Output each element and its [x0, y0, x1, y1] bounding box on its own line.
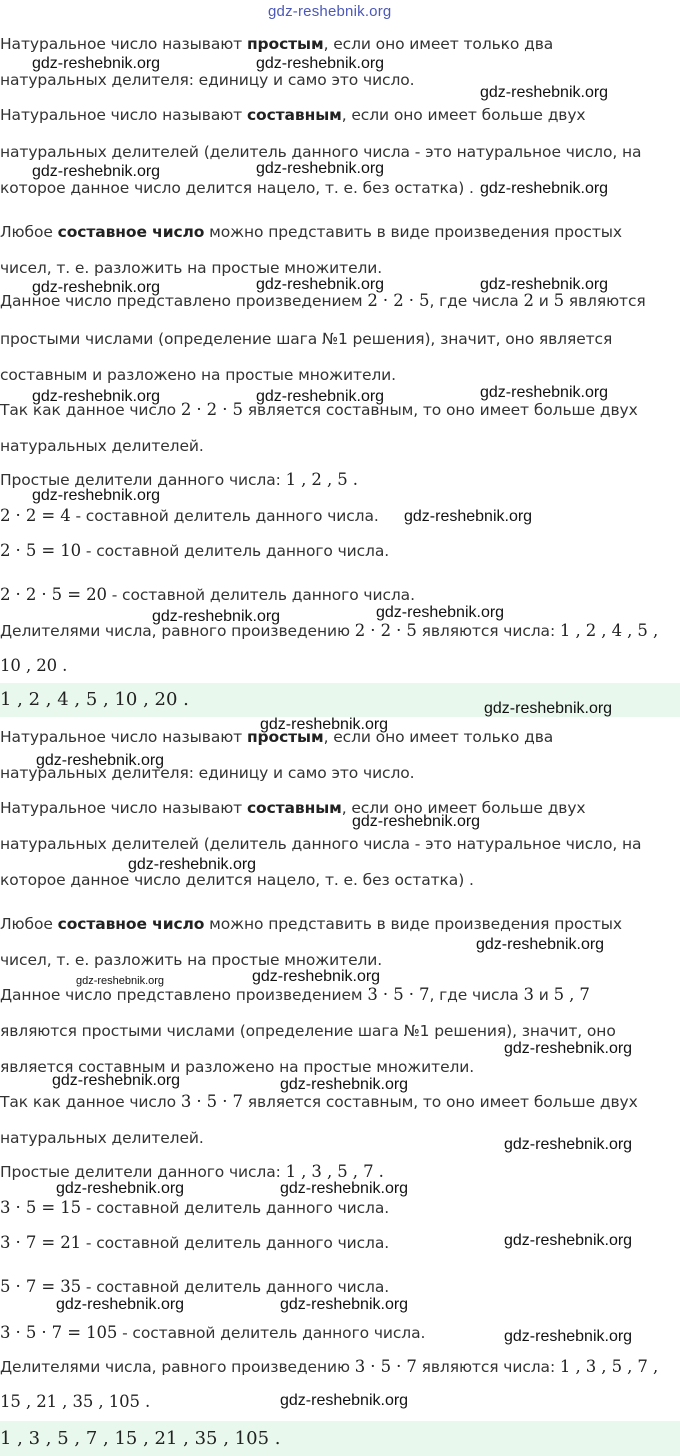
composite-definition-cont2: которое данное число делится нацело, т. е. без остатка) . [0, 179, 474, 197]
watermark: gdz-reshebnik.org [504, 1040, 633, 1057]
text: - составной делитель данного числа. [81, 1234, 390, 1252]
text: является составным, то оно имеет больше двух [242, 401, 638, 419]
watermark: gdz-reshebnik.org [352, 813, 481, 830]
math-number: 2 [523, 291, 534, 310]
text: Данное число представлено произведением [0, 292, 368, 310]
watermark: gdz-reshebnik.org [32, 487, 161, 504]
factorization-statement [0, 223, 680, 241]
watermark: gdz-reshebnik.org [280, 1296, 409, 1313]
watermark: gdz-reshebnik.org [404, 508, 533, 525]
watermark: gdz-reshebnik.org [256, 160, 385, 177]
watermark: gdz-reshebnik.org [480, 180, 609, 197]
divisors-statement-cont [0, 657, 680, 675]
text: Делителями числа, равного произведению [0, 1358, 355, 1376]
term-composite: составным [246, 799, 342, 817]
text: Простые делители данного числа: [0, 1163, 286, 1181]
math-product: 3 · 5 · 7 [367, 985, 430, 1004]
watermark: gdz-reshebnik.org [56, 1180, 185, 1197]
composite-divisor-line [0, 586, 680, 604]
text: можно представить в виде произведения простых [204, 915, 622, 933]
text: Любое [0, 915, 58, 933]
text: Любое [0, 223, 58, 241]
text: Так как данное число [0, 401, 181, 419]
math-list: 15 , 21 , 35 , 105 . [0, 1392, 151, 1411]
factorization-statement-cont: чисел, т. е. разложить на простые множители. [0, 259, 383, 277]
text: - составной делитель данного числа. [81, 1278, 390, 1296]
answer-value: 1 , 2 , 4 , 5 , 10 , 20 . [0, 689, 189, 710]
watermark: gdz-reshebnik.org [32, 55, 161, 72]
text: , если оно имеет только два [323, 728, 554, 746]
text: Простые делители данного числа: [0, 471, 286, 489]
watermark: gdz-reshebnik.org [32, 388, 161, 405]
watermark: gdz-reshebnik.org [504, 1328, 633, 1345]
watermark: gdz-reshebnik.org [252, 968, 381, 985]
term-composite-number: составное число [57, 915, 205, 933]
text: Натуральное число называют [0, 728, 247, 746]
given-number-statement-cont2: является составным и разложено на простые множители. [0, 1058, 475, 1076]
watermark: gdz-reshebnik.org [52, 1072, 181, 1089]
prime-definition-cont: натуральных делителя: единицу и само это число. [0, 764, 415, 782]
watermark: gdz-reshebnik.org [480, 276, 609, 293]
since-statement [0, 1093, 680, 1111]
composite-definition [0, 799, 680, 817]
text: Делителями числа, равного произведению [0, 622, 355, 640]
math-number: 3 [523, 985, 534, 1004]
answer-box [0, 1421, 680, 1456]
text: и [533, 986, 554, 1004]
watermark: gdz-reshebnik.org [484, 700, 613, 717]
text: , если оно имеет больше двух [341, 106, 586, 124]
text: является составным, то оно имеет больше двух [242, 1093, 638, 1111]
prime-definition [0, 35, 680, 53]
watermark: gdz-reshebnik.org [260, 716, 389, 733]
math-list: 1 , 2 , 4 , 5 , [559, 621, 659, 640]
text: - составной делитель данного числа. [81, 1199, 390, 1217]
composite-divisor-line [0, 507, 680, 525]
text: , где числа [429, 986, 524, 1004]
text: являются [563, 292, 646, 310]
math-equation: 3 · 7 = 21 [0, 1233, 82, 1252]
watermark: gdz-reshebnik.org [76, 975, 165, 987]
given-number-statement-cont2: составным и разложено на простые множители. [0, 366, 396, 384]
math-product: 2 · 2 · 5 [367, 291, 430, 310]
text: , если оно имеет больше двух [341, 799, 586, 817]
math-product: 2 · 2 · 5 [354, 621, 417, 640]
composite-definition [0, 106, 680, 124]
text: - составной делитель данного числа. [117, 1324, 426, 1342]
math-equation: 2 · 5 = 10 [0, 541, 82, 560]
term-composite-number: составное число [57, 223, 205, 241]
math-list: 1 , 2 , 5 . [285, 470, 358, 489]
watermark: gdz-reshebnik.org [256, 388, 385, 405]
watermark: gdz-reshebnik.org [476, 936, 605, 953]
prime-divisors [0, 1163, 680, 1181]
watermark: gdz-reshebnik.org [256, 55, 385, 72]
text: - составной делитель данного числа. [106, 586, 415, 604]
factorization-statement-cont: чисел, т. е. разложить на простые множители. [0, 951, 383, 969]
term-prime: простым [246, 728, 324, 746]
composite-divisor-line [0, 1199, 680, 1217]
text: являются числа: [416, 622, 560, 640]
answer-value: 1 , 3 , 5 , 7 , 15 , 21 , 35 , 105 . [0, 1428, 281, 1449]
math-product: 3 · 5 · 7 [180, 1092, 243, 1111]
watermark: gdz-reshebnik.org [504, 1232, 633, 1249]
math-list: 1 , 3 , 5 , 7 . [285, 1162, 384, 1181]
term-prime: простым [246, 35, 324, 53]
factorization-statement [0, 915, 680, 933]
term-composite: составным [246, 106, 342, 124]
watermark: gdz-reshebnik.org [376, 604, 505, 621]
text: Натуральное число называют [0, 106, 247, 124]
math-product: 3 · 5 · 7 [354, 1357, 417, 1376]
watermark: gdz-reshebnik.org [36, 752, 165, 769]
composite-divisor-line [0, 1278, 680, 1296]
header-watermark[interactable]: gdz-reshebnik.org [268, 3, 392, 20]
math-equation: 3 · 5 = 15 [0, 1198, 82, 1217]
math-equation: 3 · 5 · 7 = 105 [0, 1323, 118, 1342]
composite-definition-cont: натуральных делителей (делитель данного числа - это натуральное число, на [0, 143, 642, 161]
since-statement-cont: натуральных делителей. [0, 437, 204, 455]
watermark: gdz-reshebnik.org [256, 276, 385, 293]
text: , где числа [429, 292, 524, 310]
text: Натуральное число называют [0, 799, 247, 817]
divisors-statement [0, 622, 680, 640]
watermark: gdz-reshebnik.org [504, 1136, 633, 1153]
math-product: 2 · 2 · 5 [180, 400, 243, 419]
watermark: gdz-reshebnik.org [280, 1392, 409, 1409]
composite-definition-cont2: которое данное число делится нацело, т. е. без остатка) . [0, 871, 474, 889]
math-list: 5 , 7 [553, 985, 590, 1004]
watermark: gdz-reshebnik.org [152, 608, 281, 625]
text: Так как данное число [0, 1093, 181, 1111]
math-list: 1 , 3 , 5 , 7 , [559, 1357, 659, 1376]
text: и [533, 292, 554, 310]
since-statement-cont: натуральных делителей. [0, 1129, 204, 1147]
math-equation: 5 · 7 = 35 [0, 1277, 82, 1296]
given-number-statement-cont: являются простыми числами (определение шага №1 решения), значит, оно [0, 1022, 616, 1040]
math-equation: 2 · 2 · 5 = 20 [0, 585, 107, 604]
given-number-statement-cont: простыми числами (определение шага №1 решения), значит, оно является [0, 330, 613, 348]
composite-divisor-line [0, 542, 680, 560]
watermark: gdz-reshebnik.org [480, 384, 609, 401]
watermark: gdz-reshebnik.org [280, 1180, 409, 1197]
watermark: gdz-reshebnik.org [128, 856, 257, 873]
watermark: gdz-reshebnik.org [280, 1076, 409, 1093]
watermark: gdz-reshebnik.org [480, 84, 609, 101]
prime-definition-cont: натуральных делителя: единицу и само это число. [0, 71, 415, 89]
composite-definition-cont: натуральных делителей (делитель данного числа - это натуральное число, на [0, 835, 642, 853]
text: Натуральное число называют [0, 35, 247, 53]
text: являются числа: [416, 1358, 560, 1376]
text: - составной делитель данного числа. [81, 542, 390, 560]
text: Данное число представлено произведением [0, 986, 368, 1004]
math-equation: 2 · 2 = 4 [0, 506, 71, 525]
text: , если оно имеет только два [323, 35, 554, 53]
math-number: 5 [553, 291, 564, 310]
text: можно представить в виде произведения простых [204, 223, 622, 241]
watermark: gdz-reshebnik.org [32, 279, 161, 296]
watermark: gdz-reshebnik.org [32, 163, 161, 180]
divisors-statement [0, 1358, 680, 1376]
watermark: gdz-reshebnik.org [56, 1296, 185, 1313]
math-list: 10 , 20 . [0, 656, 68, 675]
text: - составной делитель данного числа. [70, 507, 379, 525]
